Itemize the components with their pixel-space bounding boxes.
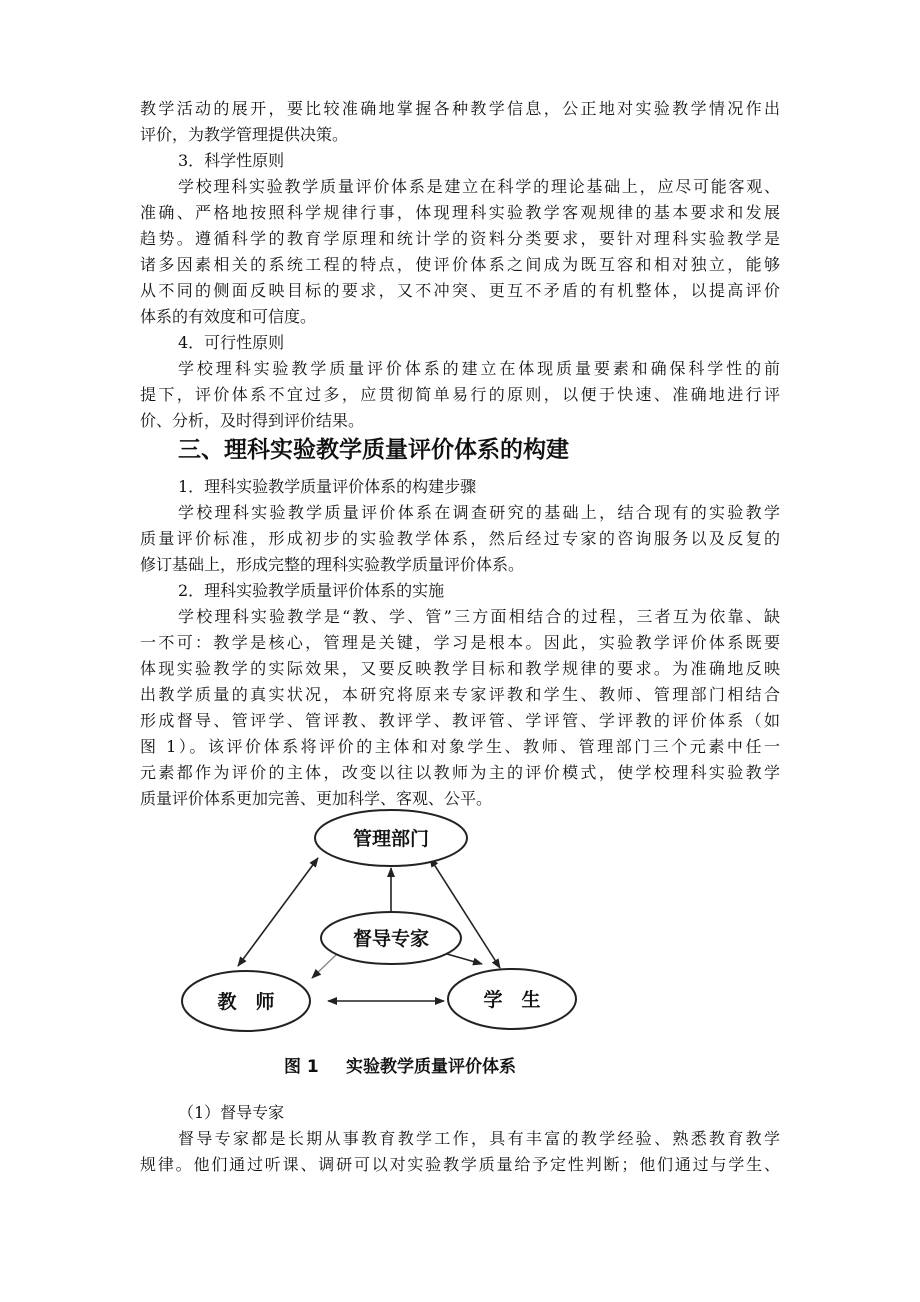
subsection-title: （1）督导专家 (178, 1103, 285, 1122)
supervisor-label: 督导专家 (352, 928, 430, 950)
text-line: 评价，为教学管理提供决策。 (140, 125, 349, 144)
text-line: 趋势。遵循科学的教育学原理和统计学的资料分类要求，要针对理科实验教学是 (140, 229, 780, 248)
text-line: 督导专家都是长期从事教育教学工作，具有丰富的教学经验、熟悉教育教学 (178, 1129, 780, 1148)
subsection-title: 2．理科实验教学质量评价体系的实施 (178, 581, 445, 600)
text-line: 教学活动的展开，要比较准确地掌握各种教学信息，公正地对实验教学情况作出 (140, 99, 780, 118)
text-line: 出教学质量的真实状况，本研究将原来专家评教和学生、教师、管理部门相结合 (140, 685, 780, 704)
text-line: 体系的有效度和可信度。 (140, 307, 317, 326)
text-line: 一不可：教学是核心，管理是关键，学习是根本。因此，实验教学评价体系既要 (140, 633, 780, 652)
figure-caption-number: 图 1 (284, 1057, 319, 1077)
text-line: 学校理科实验教学质量评价体系在调查研究的基础上，结合现有的实验教学 (178, 503, 780, 522)
text-line: 图 1）。该评价体系将评价的主体和对象学生、教师、管理部门三个元素中任一 (140, 737, 780, 756)
subsection-title: 1．理科实验教学质量评价体系的构建步骤 (178, 477, 477, 496)
text-line: 价、分析，及时得到评价结果。 (140, 411, 365, 430)
text-line: 形成督导、管评学、管评教、教评学、教评管、学评管、学评教的评价体系（如 (140, 711, 780, 730)
subsection-title: 4．可行性原则 (178, 333, 285, 352)
text-line: 元素都作为评价的主体，改变以往以教师为主的评价模式，使学校理科实验教学 (140, 763, 780, 782)
management-label: 管理部门 (352, 828, 430, 850)
arrow-supervisor-teacher (312, 953, 338, 978)
text-line: 质量评价体系更加完善、更加科学、客观、公平。 (140, 789, 493, 808)
text-line: 学校理科实验教学质量评价体系是建立在科学的理论基础上，应尽可能客观、 (178, 177, 780, 196)
text-line: 诸多因素相关的系统工程的特点，使评价体系之间成为既互容和相对独立，能够 (140, 255, 780, 274)
text-line: 学校理科实验教学是“教、学、管”三方面相结合的过程，三者互为依靠、缺 (178, 607, 780, 626)
section-heading: 三、理科实验教学质量评价体系的构建 (178, 437, 569, 463)
subsection-title: 3．科学性原则 (178, 151, 285, 170)
text-line: 质量评价标准，形成初步的实验教学体系，然后经过专家的咨询服务以及反复的 (140, 529, 780, 548)
text-line: 提下，评价体系不宜过多，应贯彻简单易行的原则，以便于快速、准确地进行评 (140, 385, 780, 404)
evaluation-system-diagram (178, 806, 582, 1082)
text-line: 从不同的侧面反映目标的要求，又不冲突、更互不矛盾的有机整体，以提高评价 (140, 281, 780, 300)
text-line: 学校理科实验教学质量评价体系的建立在体现质量要素和确保科学性的前 (178, 359, 780, 378)
figure-caption-title: 实验教学质量评价体系 (346, 1057, 516, 1077)
text-line: 体现实验教学的实际效果，又要反映教学目标和教学规律的要求。为准确地反映 (140, 659, 780, 678)
text-line: 规律。他们通过听课、调研可以对实验教学质量给予定性判断；他们通过与学生、 (140, 1155, 780, 1174)
arrow-management-teacher (238, 858, 318, 966)
teacher-label: 教 师 (217, 991, 275, 1013)
text-line: 修订基础上，形成完整的理科实验教学质量评价体系。 (140, 555, 525, 574)
text-line: 准确、严格地按照科学规律行事，体现理科实验教学客观规律的基本要求和发展 (140, 203, 780, 222)
student-label: 学 生 (483, 989, 541, 1011)
